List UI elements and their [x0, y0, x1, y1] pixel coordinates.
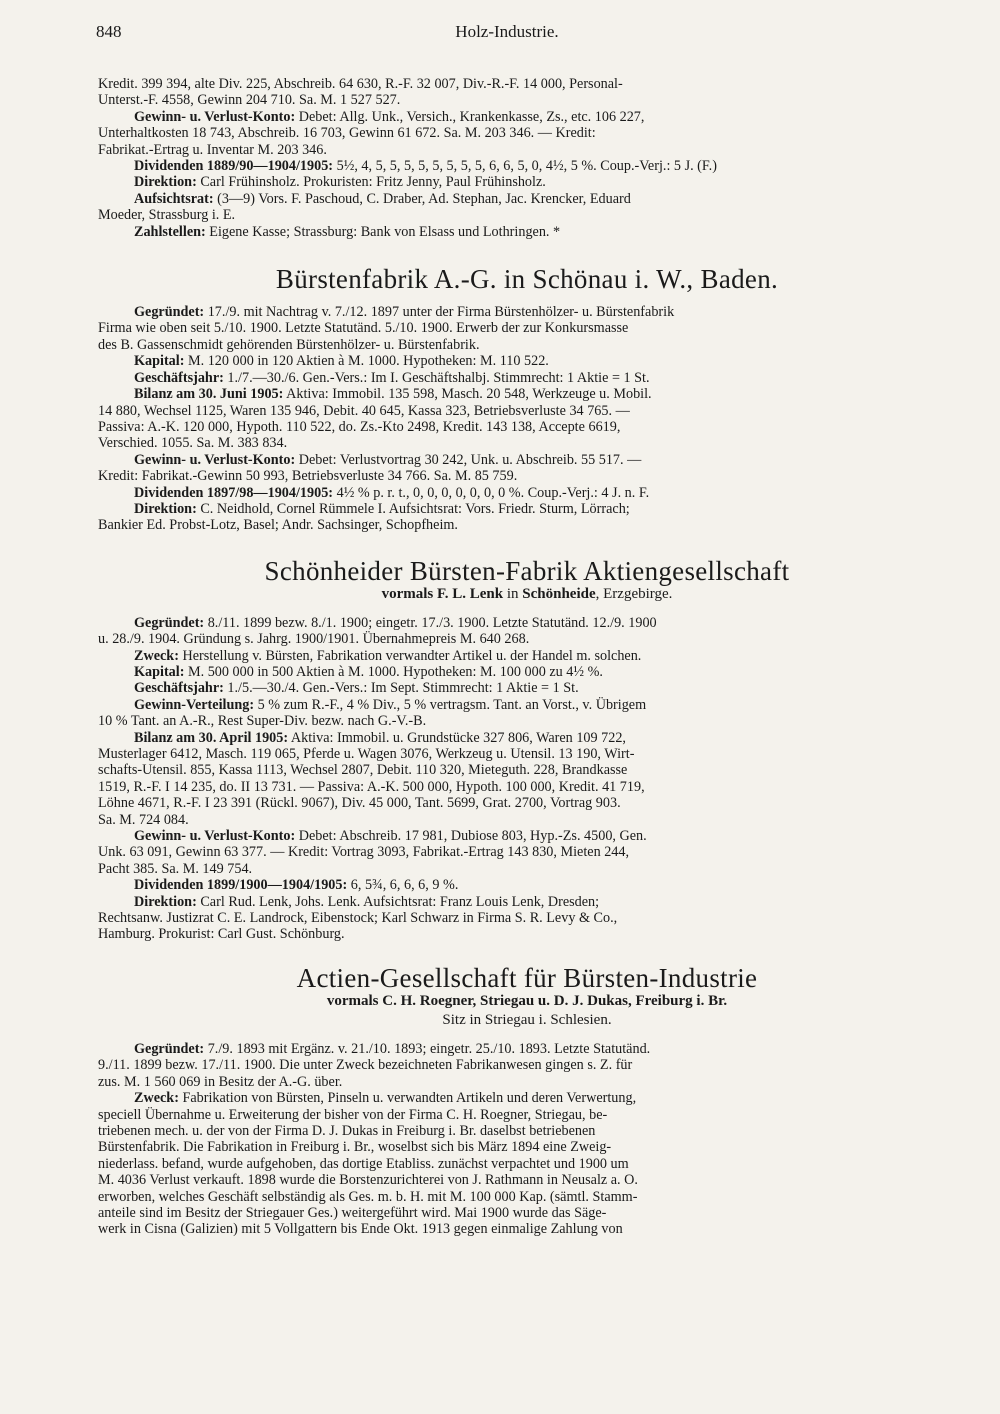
text-line	[98, 664, 956, 680]
text-line	[98, 1205, 956, 1221]
text-line	[98, 1057, 956, 1073]
field-text: 8./11. 1899 bezw. 8./1. 1900; eingetr. 17./3. 1900. Letzte Statutänd. 12./9. 1900	[204, 614, 657, 631]
field-text: Debet: Allg. Unk., Versich., Krankenkasse, Zs., etc. 106 227,	[295, 108, 645, 125]
text-line	[98, 76, 956, 92]
entry-subtitle-1: vormals C. H. Roegner, Striegau u. D. J. Dukas, Freiburg i. Br.	[326, 992, 728, 1009]
subtitle-text: , Erzgebirge.	[595, 585, 673, 602]
field-text: Unk. 63 091, Gewinn 63 377. — Kredit: Vortrag 3093, Fabrikat.-Ertrag 143 830, Mieten 244,	[98, 844, 630, 861]
field-text: 5½, 4, 5, 5, 5, 5, 5, 5, 5, 5, 6, 6, 5, 0, 4½, 5 %. Coup.-Verj.: 5 J. (F.)	[333, 158, 717, 175]
subtitle-bold: vormals F. L. Lenk	[381, 585, 504, 602]
field-text: 9./11. 1899 bezw. 17./11. 1900. Die unter Zweck bezeichneten Fabrikanwesen gingen s. Z. für	[98, 1057, 633, 1074]
field-label: Gewinn- u. Verlust-Konto:	[134, 451, 296, 468]
field-text: Sa. M. 724 084.	[98, 811, 189, 828]
field-text: des B. Gassenschmidt gehörenden Bürstenhölzer- u. Bürstenfabrik.	[98, 336, 480, 353]
field-label: Geschäftsjahr:	[134, 369, 224, 386]
field-text: zus. M. 1 560 069 in Besitz der A.-G. über.	[98, 1073, 343, 1090]
text-line	[98, 468, 956, 484]
text-line	[98, 680, 956, 696]
field-label: Gegründet:	[134, 304, 205, 321]
field-text: (3—9) Vors. F. Paschoud, C. Draber, Ad. Stephan, Jac. Krencker, Eduard	[213, 190, 631, 207]
text-line	[98, 1107, 956, 1123]
field-text: 10 % Tant. an A.-R., Rest Super-Div. bezw. nach G.-V.-B.	[98, 713, 427, 730]
text-line	[98, 435, 956, 451]
text-line	[98, 828, 956, 844]
text-line	[98, 1090, 956, 1106]
field-text: Verschied. 1055. Sa. M. 383 834.	[98, 435, 288, 452]
field-label: Gewinn-Verteilung:	[134, 696, 255, 713]
field-text: schafts-Utensil. 855, Kassa 1113, Wechsel 2807, Debit. 110 320, Mieteguth. 228, Brandkasse	[98, 762, 628, 779]
text-line	[98, 452, 956, 468]
text-line	[98, 353, 956, 369]
text-line	[98, 207, 956, 223]
text-line	[98, 812, 956, 828]
text-line	[98, 1189, 956, 1205]
page-number: 848	[96, 22, 122, 41]
field-text: M. 500 000 in 500 Aktien à M. 1000. Hypotheken: M. 100 000 zu 4½ %.	[184, 663, 603, 680]
field-text: C. Neidhold, Cornel Rümmele I. Aufsichtsrat: Vors. Friedr. Sturm, Lörrach;	[196, 500, 630, 517]
field-text: Löhne 4671, R.-F. I 23 391 (Rückl. 9067), Div. 45 000, Tant. 5699, Grat. 2700, Vortrag 903.	[98, 795, 621, 812]
text-line	[98, 877, 956, 893]
field-text: Unterst.-F. 4558, Gewinn 204 710. Sa. M. 1 527 527.	[98, 92, 401, 109]
field-label: Zahlstellen:	[134, 223, 206, 240]
field-text: Carl Rud. Lenk, Johs. Lenk. Aufsichtsrat: Franz Louis Lenk, Dresden;	[196, 893, 600, 910]
text-line	[98, 485, 956, 501]
field-label: Aufsichtsrat:	[134, 190, 214, 207]
field-text: Hamburg. Prokurist: Carl Gust. Schönburg.	[98, 926, 345, 943]
entry-title: Actien-Gesellschaft für Bürsten-Industrie	[296, 962, 758, 993]
field-label: Gegründet:	[134, 614, 205, 631]
field-text: 14 880, Wechsel 1125, Waren 135 946, Debit. 40 645, Kassa 323, Betriebsverluste 34 765. —	[98, 402, 630, 419]
field-text: Unterhaltkosten 18 743, Abschreib. 16 703, Gewinn 61 672. Sa. M. 203 346. — Kredit:	[98, 125, 596, 142]
field-text: triebenen mech. u. der von der Firma D. J. Dukas in Freiburg i. Br. daselbst betriebenen	[98, 1122, 596, 1139]
text-line	[98, 697, 956, 713]
field-text: erworben, welches Geschäft selbständig als Ges. m. b. H. mit M. 100 000 Kap. (sämtl. Stamm-	[98, 1188, 638, 1205]
text-line	[98, 1074, 956, 1090]
field-text: Bankier Ed. Probst-Lotz, Basel; Andr. Sachsinger, Schopfheim.	[98, 517, 458, 534]
field-text: Passiva: A.-K. 120 000, Hypoth. 110 522, do. Zs.-Kto 2498, Kredit. 143 138, Accepte 6619,	[98, 418, 621, 435]
text-line	[98, 910, 956, 926]
field-text: Kredit: Fabrikat.-Gewinn 50 993, Betriebsverluste 34 766. Sa. M. 85 759.	[98, 468, 518, 485]
field-label: Kapital:	[134, 663, 185, 680]
field-label: Direktion:	[134, 500, 197, 517]
field-label: Bilanz am 30. April 1905:	[134, 729, 289, 746]
field-text: niederlass. befand, wurde aufgehoben, das dortige Etabliss. zunächst verpachtet und 1900 um	[98, 1155, 629, 1172]
text-line	[98, 1041, 956, 1057]
text-line	[98, 320, 956, 336]
field-text: Kredit. 399 394, alte Div. 225, Abschreib. 64 630, R.-F. 32 007, Div.-R.-F. 14 000, Personal-	[98, 76, 623, 92]
entry-subtitle	[98, 586, 956, 603]
field-text: 7./9. 1893 mit Ergänz. v. 21./10. 1893; eingetr. 25./10. 1893. Letzte Statutänd.	[204, 1040, 651, 1057]
field-text: Debet: Verlustvortrag 30 242, Unk. u. Abschreib. 55 517. —	[295, 451, 642, 468]
entry-body	[98, 1041, 956, 1238]
field-text: 1519, R.-F. I 14 235, do. II 13 731. — Passiva: A.-K. 500 000, Hypoth. 100 000, Kredit. 41 719,	[98, 778, 645, 795]
text-line	[98, 501, 956, 517]
field-label: Dividenden 1889/90—1904/1905:	[134, 158, 334, 175]
text-line	[98, 844, 956, 860]
field-text: 1./5.—30./4. Gen.-Vers.: Im Sept. Stimmrecht: 1 Aktie = 1 St.	[223, 680, 579, 697]
field-label: Gewinn- u. Verlust-Konto:	[134, 828, 296, 845]
field-text: Fabrikation von Bürsten, Pinseln u. verwandten Artikeln und deren Verwertung,	[178, 1090, 637, 1107]
text-line	[98, 762, 956, 778]
text-line	[98, 779, 956, 795]
text-line	[98, 370, 956, 386]
entry-body	[98, 615, 956, 943]
field-text: 1./7.—30./6. Gen.-Vers.: Im I. Geschäftshalbj. Stimmrecht: 1 Aktie = 1 St.	[223, 369, 650, 386]
entry-buerstenfabrik-schoenau	[98, 264, 956, 534]
text-line	[98, 1172, 956, 1188]
field-text: anteile sind im Besitz der Striegauer Ges.) weitergeführt wird. Mai 1900 wurde das Säge-	[98, 1204, 607, 1221]
field-text: Debet: Abschreib. 17 981, Dubiose 803, Hyp.-Zs. 4500, Gen.	[295, 828, 647, 845]
field-text: Herstellung v. Bürsten, Fabrikation verwandter Artikel u. der Handel m. solchen.	[178, 647, 642, 664]
text-line	[98, 1139, 956, 1155]
entry-schoenheider-buersten-fabrik	[98, 556, 956, 943]
entry-title: Schönheider Bürsten-Fabrik Aktiengesellschaft	[264, 555, 790, 586]
text-line	[98, 403, 956, 419]
field-text: 5 % zum R.-F., 4 % Div., 5 % vertragsm. Tant. an Vorst., v. Übrigem	[254, 696, 647, 713]
text-line	[98, 795, 956, 811]
text-line	[98, 191, 956, 207]
text-line	[98, 224, 956, 240]
field-label: Kapital:	[134, 353, 185, 370]
field-label: Direktion:	[134, 174, 197, 191]
text-line	[98, 109, 956, 125]
text-line	[98, 926, 956, 942]
field-text: speciell Übernahme u. Erweiterung der bisher von der Firma C. H. Roegner, Striegau, be-	[98, 1106, 608, 1123]
text-line	[98, 615, 956, 631]
text-line	[98, 158, 956, 174]
field-text: Fabrikat.-Ertrag u. Inventar M. 203 346.	[98, 141, 327, 158]
field-label: Zweck:	[134, 1090, 179, 1107]
field-text: M. 4036 Verlust verkauft. 1898 wurde die Borstenzurichterei von J. Rathmann in Neusalz a. O.	[98, 1172, 638, 1189]
text-line	[98, 648, 956, 664]
text-line	[98, 92, 956, 108]
page-header-title: Holz-Industrie.	[455, 22, 559, 41]
text-line	[98, 1221, 956, 1237]
field-text: M. 120 000 in 120 Aktien à M. 1000. Hypotheken: M. 110 522.	[184, 353, 549, 370]
running-head	[98, 18, 956, 48]
field-text: u. 28./9. 1904. Gründung s. Jahrg. 1900/1901. Übernahmepreis M. 640 268.	[98, 631, 530, 648]
field-text: Musterlager 6412, Masch. 119 065, Pferde u. Wagen 3076, Werkzeug u. Utensil. 13 190, Wirt-	[98, 746, 635, 762]
field-text: Aktiva: Immobil. 135 598, Masch. 20 548, Werkzeuge u. Mobil.	[283, 386, 652, 403]
text-line	[98, 304, 956, 320]
field-label: Bilanz am 30. Juni 1905:	[134, 386, 284, 403]
field-text: Firma wie oben seit 5./10. 1900. Letzte Statutänd. 5./10. 1900. Erwerb der zur Konkursmasse	[98, 320, 629, 337]
field-text: Pacht 385. Sa. M. 149 754.	[98, 860, 253, 877]
field-text: Rechtsanw. Justizrat C. E. Landrock, Eibenstock; Karl Schwarz in Firma S. R. Levy & Co.,	[98, 910, 618, 927]
entry-continued	[98, 76, 956, 240]
field-text: Moeder, Strassburg i. E.	[98, 207, 236, 224]
field-label: Dividenden 1897/98—1904/1905:	[134, 484, 334, 501]
text-line	[98, 746, 956, 762]
field-label: Gewinn- u. Verlust-Konto:	[134, 108, 296, 125]
entry-subtitle-2: Sitz in Striegau i. Schlesien.	[442, 1011, 612, 1028]
field-label: Zweck:	[134, 647, 179, 664]
entry-title: Bürstenfabrik A.-G. in Schönau i. W., Baden.	[275, 264, 779, 295]
entry-body	[98, 304, 956, 534]
text-line	[98, 1156, 956, 1172]
field-label: Direktion:	[134, 893, 197, 910]
field-text: 17./9. mit Nachtrag v. 7./12. 1897 unter der Firma Bürstenhölzer- u. Bürstenfabrik	[204, 304, 675, 321]
text-line	[98, 861, 956, 877]
text-line	[98, 419, 956, 435]
text-line	[98, 174, 956, 190]
subtitle-text: in	[503, 585, 523, 602]
field-text: 6, 5¾, 6, 6, 6, 9 %.	[347, 877, 459, 894]
field-text: Bürstenfabrik. Die Fabrikation in Freiburg i. Br., woselbst sich bis März 1894 eine Zweig-	[98, 1139, 612, 1156]
field-label: Dividenden 1899/1900—1904/1905:	[134, 877, 348, 894]
text-line	[98, 631, 956, 647]
text-line	[98, 1123, 956, 1139]
text-line	[98, 730, 956, 746]
field-label: Gegründet:	[134, 1040, 205, 1057]
subtitle-place: Schönheide	[522, 585, 596, 602]
field-text: Carl Frühinsholz. Prokuristen: Fritz Jenny, Paul Frühinsholz.	[196, 174, 546, 191]
text-line	[98, 386, 956, 402]
field-text: Aktiva: Immobil. u. Grundstücke 327 806, Waren 109 722,	[288, 729, 626, 746]
field-text: Eigene Kasse; Strassburg: Bank von Elsass und Lothringen. *	[205, 223, 561, 240]
text-line	[98, 125, 956, 141]
text-line	[98, 337, 956, 353]
text-line	[98, 894, 956, 910]
text-line	[98, 713, 956, 729]
text-line	[98, 142, 956, 158]
field-label: Geschäftsjahr:	[134, 680, 224, 697]
text-line	[98, 517, 956, 533]
field-text: 4½ % p. r. t., 0, 0, 0, 0, 0, 0, 0 %. Coup.-Verj.: 4 J. n. F.	[333, 484, 650, 501]
entry-actien-gesellschaft-buersten-industrie	[98, 963, 956, 1238]
field-text: werk in Cisna (Galizien) mit 5 Vollgattern bis Ende Okt. 1913 gegen einmalige Zahlung von	[98, 1221, 623, 1238]
